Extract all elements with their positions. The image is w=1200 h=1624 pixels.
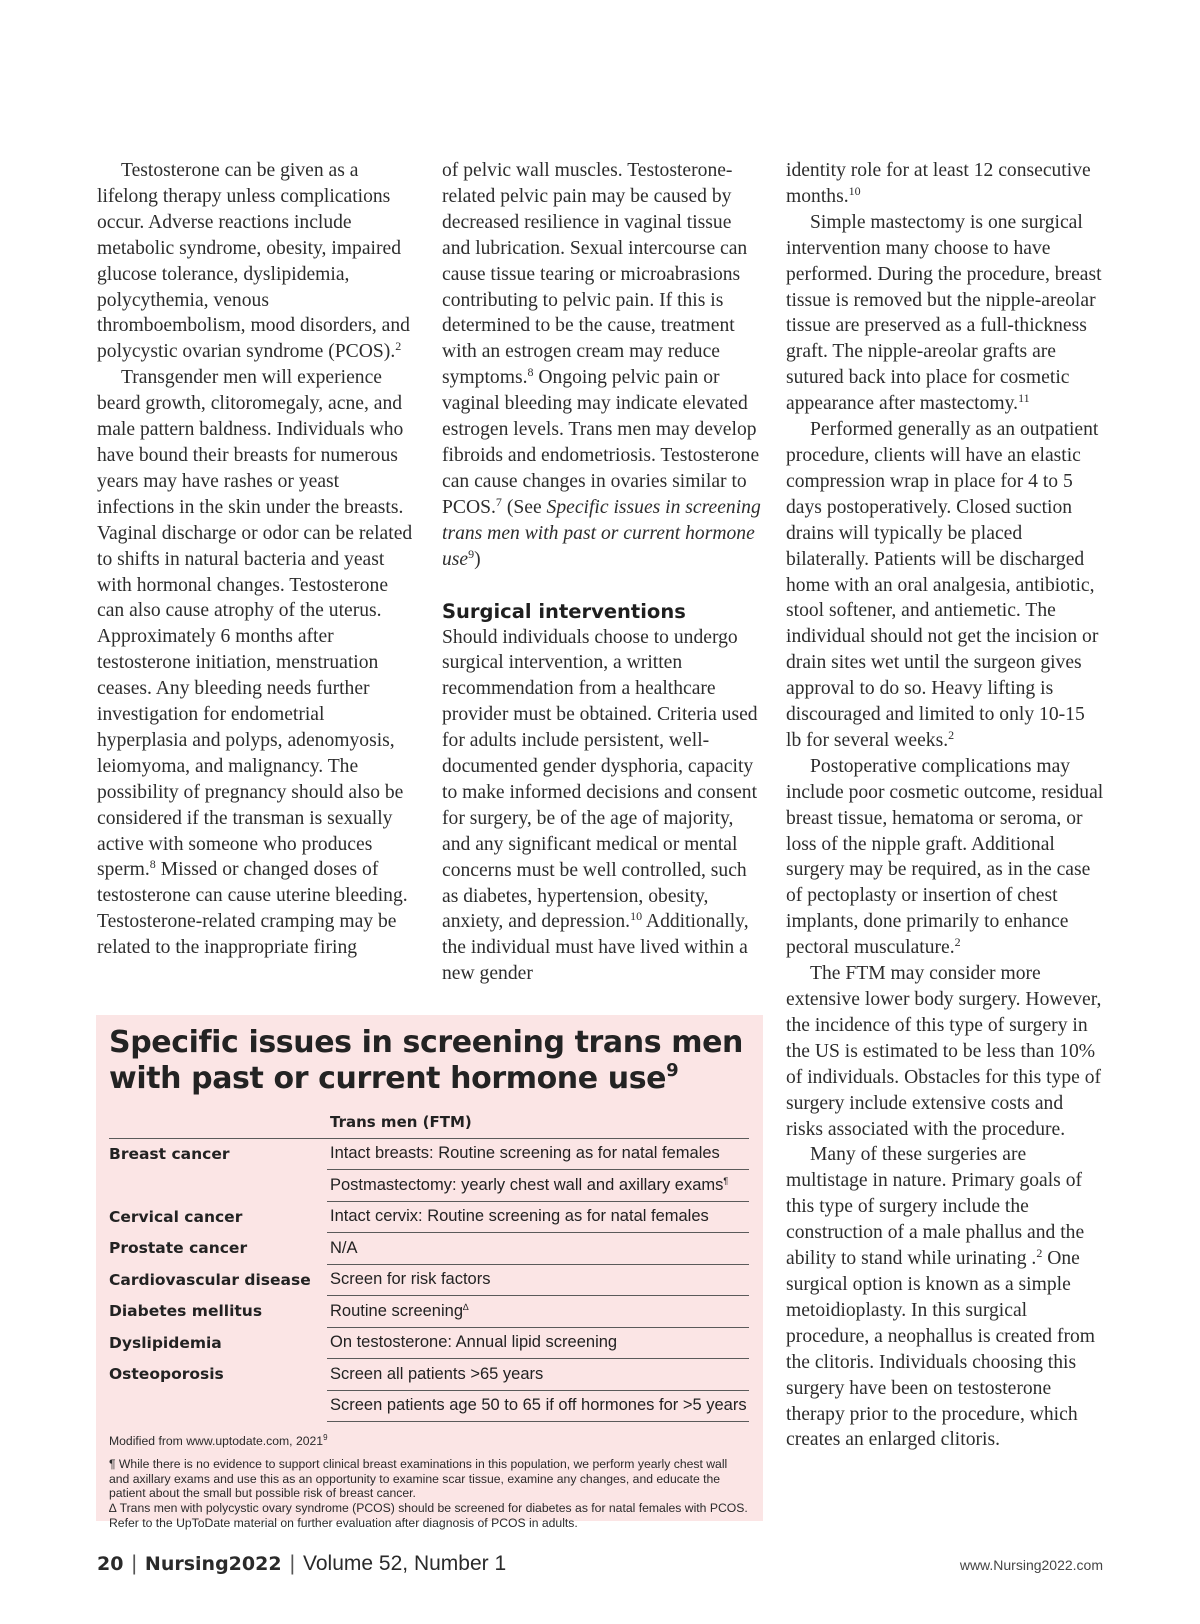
divider: | — [131, 1552, 137, 1575]
reference: 10 — [630, 909, 643, 924]
paragraph: identity role for at least 12 consecutive months.$^{10}$ — [786, 160, 1091, 207]
table-row — [109, 1201, 749, 1233]
paragraph: Performed generally as an outpatient procedure, clients will have an elastic compression wrap in place for 4 to 5 days postoperatively. Closed suction drains will typically be placed bilaterally. Patients will be discharged home with an oral analgesia, antibiotic, stool softener, and antiemetic. The individual should not get the incision or drain sites wet until the surgeon gives approval to do so. Heavy lifting is discouraged and limited to only 10-15 lb for several weeks.$^2$ — [786, 419, 1099, 751]
reference: 9 — [468, 546, 475, 561]
reference: 2 — [954, 935, 961, 950]
section-heading: Surgical interventions — [442, 599, 686, 623]
table-row — [109, 1138, 749, 1170]
footnote-mark: ∆ — [463, 1301, 469, 1312]
page-number: 20 — [97, 1553, 124, 1575]
condition-cell: Cervical cancer — [109, 1207, 243, 1226]
reference: 9 — [666, 1060, 679, 1081]
paragraph: Simple mastectomy is one surgical intervention many choose to have performed. During the procedure, breast tissue is removed but the nipple-areolar tissue are preserved as a full-thickness graft. The nipple-areolar grafts are sutured back into place for cosmetic appearance after mastectomy.$^{11}$ — [786, 211, 1102, 415]
table-row — [109, 1233, 749, 1265]
footnote: ¶ While there is no evidence to support clinical breast examinations in this population, we perform yearly chest wall and axillary exams and use this as an opportunity to examine scar tissue, examine any changes, and educate the patient about the small but possible risk of breast cancer. — [109, 1456, 728, 1501]
table-row — [109, 1170, 749, 1202]
recommendation-cell: Screen all patients >65 years — [327, 1359, 749, 1391]
column-2 — [442, 158, 764, 987]
reference: 8 — [149, 857, 156, 872]
table-row — [109, 1327, 749, 1359]
divider: | — [289, 1552, 296, 1575]
paragraph: Should individuals choose to undergo surgical intervention, a written recommendation from a healthcare provider must be obtained. Criteria used for adults include persistent, well-documented gender dysphoria, capacity to make informed decisions and consent for surgery, be of the age of majority, and any significant medical or mental concerns must be well controlled, such as diabetes, hypertension, obesity, anxiety, and depression.$^{10}$ Additionally, the individual must have lived within a new gender — [442, 626, 758, 985]
recommendation-cell: Postmastectomy: yearly chest wall and axillary exams¶ — [327, 1170, 749, 1202]
reference: 2 — [948, 727, 955, 742]
recommendation-cell: On testosterone: Annual lipid screening — [327, 1327, 749, 1359]
condition-cell — [109, 1170, 327, 1202]
table-row — [109, 1390, 749, 1422]
recommendation-cell: N/A — [327, 1233, 749, 1265]
paragraph: Transgender men will experience beard growth, clitoromegaly, acne, and male pattern baldness. Individuals who have bound their breasts for numerous years may have rashes or yeast infections in the skin under the breasts. Vaginal discharge or odor can be related to shifts in natural bacteria and yeast with hormonal changes. Testosterone can also cause atrophy of the uterus. Approximately 6 months after testosterone initiation, menstruation ceases. Any bleeding needs further investigation for endometrial hyperplasia and polyps, adenomyosis, leiomyoma, and malignancy. The possibility of pregnancy should also be considered if the transman is sexually active with someone who produces sperm.$^8$ Missed or changed doses of testosterone can cause uterine bleeding. Testosterone-related cramping may be related to the inappropriate firing — [97, 367, 413, 959]
column-1 — [97, 158, 413, 961]
condition-cell: Breast cancer — [109, 1144, 230, 1163]
condition-cell: Osteoporosis — [109, 1365, 224, 1384]
paragraph: The FTM may consider more extensive lower body surgery. However, the incidence of this type of surgery in the US is estimated to be less than 10% of individuals. Obstacles for this type of surgery include extensive costs and risks associated with the procedure. — [786, 963, 1102, 1140]
reference: 11 — [1018, 391, 1030, 406]
recommendation-cell: Screen patients age 50 to 65 if off hormones for >5 years — [327, 1390, 749, 1422]
page-footer — [97, 1551, 1103, 1581]
sidebar-title: Specific issues in screening trans men with past or current hormone use$^9$ — [109, 1025, 743, 1096]
column-3 — [786, 158, 1104, 1453]
footnote: ∆ Trans men with polycystic ovary syndrome (PCOS) should be screened for diabetes as for natal females with PCOS. Refer to the UpToDate material on further evaluation after diagnosis of PCOS in adults. — [109, 1501, 748, 1530]
sidebar-notes — [109, 1434, 750, 1531]
reference: 7 — [495, 494, 502, 509]
condition-cell — [109, 1390, 327, 1422]
reference: 8 — [527, 365, 534, 380]
screening-sidebar — [96, 1015, 763, 1530]
screening-table — [109, 1107, 749, 1422]
condition-cell: Dyslipidemia — [109, 1333, 222, 1352]
table-header-row — [109, 1107, 749, 1138]
reference: 2 — [395, 339, 402, 354]
source-note: Modified from www.uptodate.com, 2021$^9$ — [109, 1433, 328, 1448]
table-row — [109, 1264, 749, 1296]
paragraph: Testosterone can be given as a lifelong therapy unless complications occur. Adverse reactions include metabolic syndrome, obesity, impaired glucose tolerance, dyslipidemia, polycythemia, venous thromboembolism, mood disorders, and polycystic ovarian syndrome (PCOS).$^2$ — [97, 160, 410, 363]
paragraph: Many of these surgeries are multistage in nature. Primary goals of this type of surgery include the construction of a male phallus and the ability to stand while urinating .$^2$ One surgical option is known as a simple metoidioplasty. In this surgical procedure, a neophallus is created from the clitoris. Individuals choosing this surgery have been on testosterone therapy prior to the procedure, which creates an enlarged clitoris. — [786, 1144, 1096, 1451]
reference: 9 — [323, 1433, 328, 1442]
paragraph: Postoperative complications may include poor cosmetic outcome, residual breast tissue, hematoma or seroma, or loss of the nipple graft. Additional surgery may be required, as in the case of pectoplasty or insertion of chest implants, done primarily to enhance pectoral musculature.$^2$ — [786, 755, 1104, 959]
sidebar-cross-reference: Specific issues in screening trans men with past or current hormone use — [442, 496, 761, 570]
recommendation-cell: Intact cervix: Routine screening as for natal females — [327, 1201, 749, 1233]
table-row — [109, 1296, 749, 1328]
volume-info: Volume 52, Number 1 — [303, 1552, 507, 1575]
recommendation-cell: Screen for risk factors — [327, 1264, 749, 1296]
condition-cell: Diabetes mellitus — [109, 1302, 263, 1321]
magazine-name: Nursing2022 — [144, 1553, 282, 1575]
condition-cell: Prostate cancer — [109, 1239, 248, 1258]
column-header: Trans men (FTM) — [327, 1107, 749, 1138]
website: www.Nursing2022.com — [959, 1557, 1103, 1573]
footnote-mark: ¶ — [723, 1175, 729, 1186]
recommendation-cell: Intact breasts: Routine screening as for natal females — [327, 1138, 749, 1170]
condition-cell: Cardiovascular disease — [109, 1270, 311, 1289]
reference: 2 — [1036, 1246, 1043, 1261]
table-row — [109, 1359, 749, 1391]
reference: 10 — [848, 183, 861, 198]
recommendation-cell: Routine screening∆ — [327, 1296, 749, 1328]
paragraph: of pelvic wall muscles. Testosterone-related pelvic pain may be caused by decreased resilience in vaginal tissue and lubrication. Sexual intercourse can cause tissue tearing or microabrasions contributing to pelvic pain. If this is determined to be the cause, treatment with an estrogen cream may reduce symptoms.$^8$ Ongoing pelvic pain or vaginal bleeding may indicate elevated estrogen levels. Trans men may develop fibroids and endometriosis. Testosterone can cause changes in ovaries similar to PCOS.$^7$ (See Specific issues in screening trans men with past or current hormone use$^9$) — [442, 160, 761, 570]
